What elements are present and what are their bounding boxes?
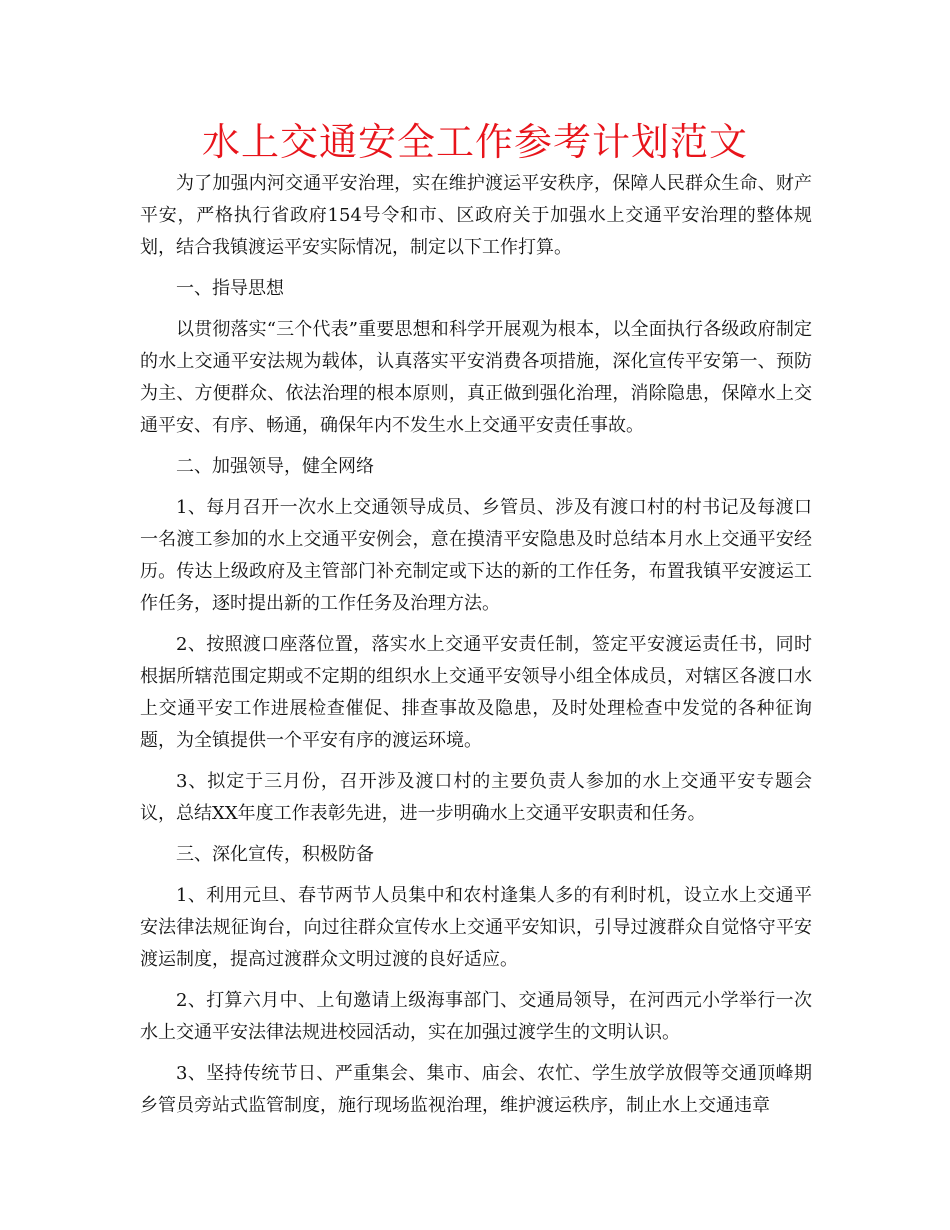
section3-paragraph-1: 1、利用元旦、春节两节人员集中和农村逢集人多的有利时机，设立水上交通平安法律法规征询台，向过往群众宣传水上交通平安知识，引导过渡群众自觉恪守平安渡运制度，提高过渡群众文明过渡的良好适应。 <box>140 885 812 970</box>
document-title: 水上交通安全工作参考计划范文 <box>201 120 748 164</box>
document-body <box>140 168 812 1131</box>
section2-paragraph-3: 3、拟定于三月份，召开涉及渡口村的主要负责人参加的水上交通平安专题会议，总结XX年度工作表彰先进，进一步明确水上交通平安职责和任务。 <box>140 771 812 824</box>
section2-paragraph-2: 2、按照渡口座落位置，落实水上交通平安责任制，签定平安渡运责任书，同时根据所辖范围定期或不定期的组织水上交通平安领导小组全体成员，对辖区各渡口水上交通平安工作进展检查催促、排查事故及隐患，及时处理检查中发觉的各种征询题，为全镇提供一个平安有序的渡运环境。 <box>140 634 812 751</box>
section-heading-guiding-ideology: 一、指导思想 <box>176 278 284 299</box>
section2-paragraph-1: 1、每月召开一次水上交通领导成员、乡管员、涉及有渡口村的村书记及每渡口一名渡工参加的水上交通平安例会，意在摸清平安隐患及时总结本月水上交通平安经历。传达上级政府及主管部门补充制定或下达的新的工作任务，布置我镇平安渡运工作任务，逐时提出新的工作任务及治理方法。 <box>140 497 812 614</box>
section3-paragraph-2: 2、打算六月中、上旬邀请上级海事部门、交通局领导，在河西元小学举行一次水上交通平安法律法规进校园活动，实在加强过渡学生的文明认识。 <box>140 990 812 1043</box>
section3-paragraph-3: 3、坚持传统节日、严重集会、集市、庙会、农忙、学生放学放假等交通顶峰期乡管员旁站式监管制度，施行现场监视治理，维护渡运秩序，制止水上交通违章 <box>140 1063 812 1116</box>
section-heading-publicity: 三、深化宣传，积极防备 <box>176 844 374 865</box>
section1-paragraph: 以贯彻落实“三个代表”重要思想和科学开展观为根本，以全面执行各级政府制定的水上交通平安法规为载体，认真落实平安消费各项措施，深化宣传平安第一、预防为主、方便群众、依法治理的根本原则，真正做到强化治理，消除隐患，保障水上交通平安、有序、畅通，确保年内不发生水上交通平安责任事故。 <box>140 319 812 436</box>
intro-paragraph: 为了加强内河交通平安治理，实在维护渡运平安秩序，保障人民群众生命、财产平安，严格执行省政府154号令和市、区政府关于加强水上交通平安治理的整体规划，结合我镇渡运平安实际情况，制定以下工作打算。 <box>140 173 812 258</box>
section-heading-leadership: 二、加强领导，健全网络 <box>176 456 374 477</box>
